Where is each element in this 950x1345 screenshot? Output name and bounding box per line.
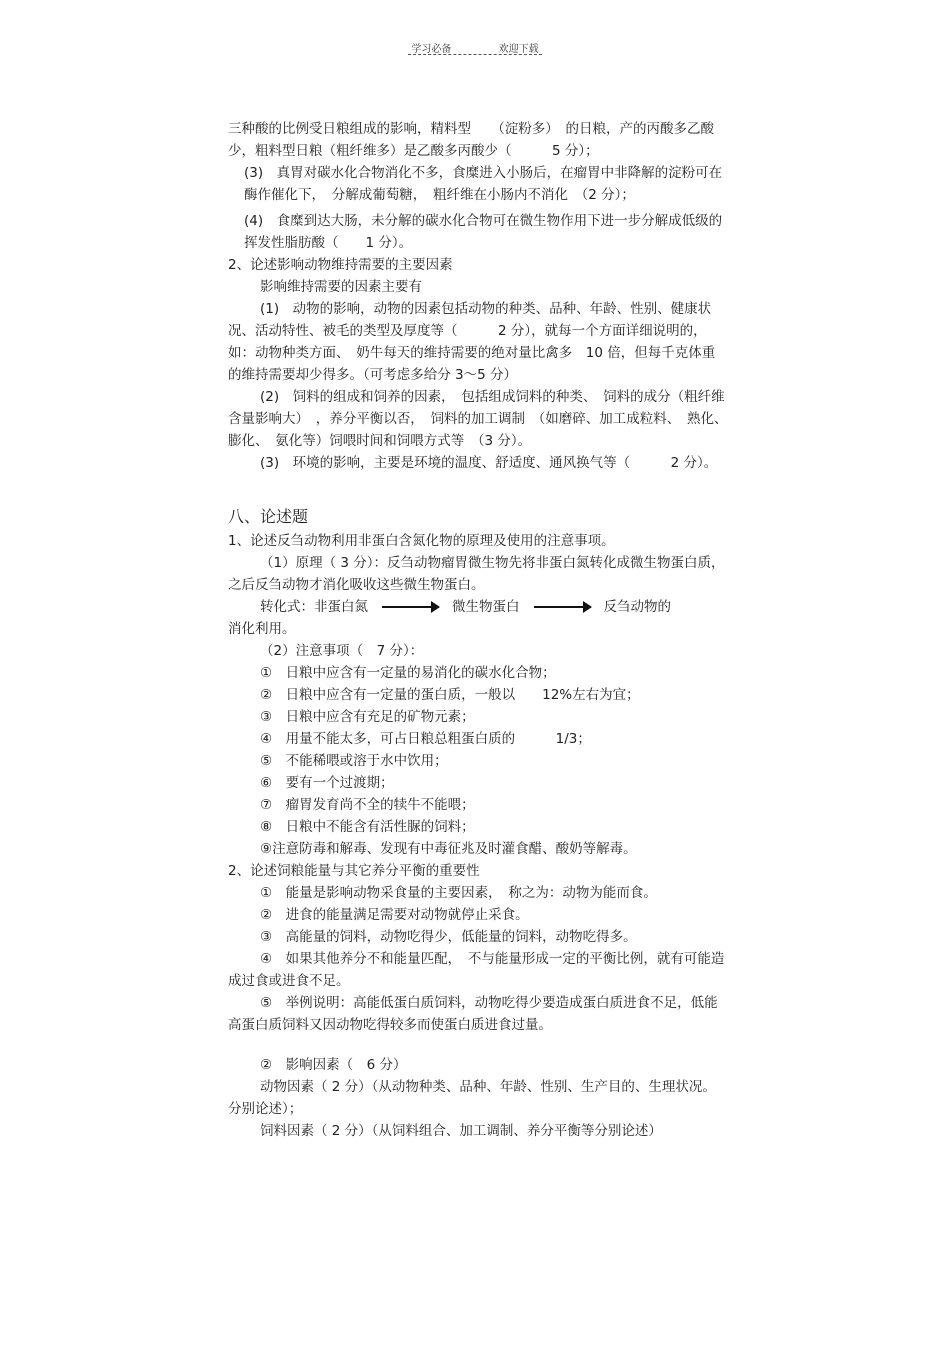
right-arrow-icon <box>534 606 590 608</box>
list-item: ⑤ 举例说明：高能低蛋白质饲料，动物吃得少要造成蛋白质进食不足，低能高蛋白质饲料又因动物吃得较多而使蛋白质进食过量。 <box>228 995 718 1033</box>
list-item: ④ 用量不能太多，可占日粮总粗蛋白质的 1/3； <box>260 731 591 747</box>
list-item: ② 日粮中应含有一定量的蛋白质，一般以 12%左右为宜； <box>260 687 640 703</box>
paragraph-environment-factor: (3) 环境的影响，主要是环境的温度、舒适度、通风换气等（ 2 分）。 <box>260 455 718 471</box>
document-body <box>228 118 728 1142</box>
list-item: ⑤ 不能稀喂或溶于水中饮用； <box>260 753 448 769</box>
factors-heading: ② 影响因素（ 6 分） <box>260 1057 407 1073</box>
list-item: ① 能量是影响动物采食量的主要因素， 称之为：动物为能而食。 <box>260 885 657 901</box>
question-2-heading: 2、论述饲粮能量与其它养分平衡的重要性 <box>228 863 480 879</box>
principle-paragraph: （1）原理（ 3 分）：反刍动物瘤胃微生物先将非蛋白氮转化成微生物蛋白质，之后反刍动物才消化吸收这些微生物蛋白。 <box>228 555 725 593</box>
notes-heading: （2）注意事项（ 7 分）： <box>260 643 424 659</box>
list-item: ② 进食的能量满足需要对动物就停止采食。 <box>260 907 529 923</box>
conversion-end: 反刍动物的 <box>603 599 671 615</box>
header-left: 学习必备 <box>411 44 452 55</box>
header-divider <box>408 54 542 55</box>
conversion-start: 转化式：非蛋白氮 <box>260 599 368 615</box>
header-right: 欢迎下载 <box>498 44 539 55</box>
list-item: ③ 高能量的饲料，动物吃得少，低能量的饲料，动物吃得多。 <box>260 929 637 945</box>
question-1-heading: 1、论述反刍动物利用非蛋白含氮化物的原理及使用的注意事项。 <box>228 533 615 549</box>
paragraph-point-3: (3) 真胃对碳水化合物消化不多，食糜进入小肠后，在瘤胃中非降解的淀粉可在酶作催化下， 分解成葡萄糖， 粗纤维在小肠内不消化 （2 分）； <box>244 165 723 203</box>
list-item: ⑥ 要有一个过渡期； <box>260 775 394 791</box>
section-title: 八、论述题 <box>228 507 309 526</box>
paragraph-acid-ratio: 三种酸的比例受日粮组成的影响，精料型 （淀粉多） 的日粮，产的丙酸多乙酸少，粗料型日粮（粗纤维多）是乙酸多丙酸少（ 5 分）； <box>228 121 714 159</box>
animal-factor-paragraph: 动物因素（ 2 分）（从动物种类、品种、年龄、性别、生产目的、生理状况。分别论述）； <box>228 1079 716 1117</box>
conversion-middle: 微生物蛋白 <box>452 599 520 615</box>
conversion-tail: 消化利用。 <box>228 621 296 637</box>
conversion-formula <box>228 596 728 618</box>
question-2-heading: 2、论述影响动物维持需要的主要因素 <box>228 257 453 273</box>
list-item: ③ 日粮中应含有充足的矿物元素； <box>260 709 475 725</box>
paragraph-animal-factor: (1) 动物的影响，动物的因素包括动物的种类、品种、年龄、性别、健康状况、活动特性、被毛的类型及厚度等（ 2 分），就每一个方面详细说明的， 如：动物种类方面、 奶牛每天的维持需要的绝对量比禽多 10 倍，但每千克体重的维持需要却少得多。（可考虑多给分 3～5 分） <box>228 301 716 383</box>
paragraph-point-4: (4) 食糜到达大肠，未分解的碳水化合物可在微生物作用下进一步分解成低级的挥发性脂肪酸（ 1 分）。 <box>244 213 723 251</box>
right-arrow-icon <box>382 606 438 608</box>
paragraph-factors-intro: 影响维持需要的因素主要有 <box>260 279 422 295</box>
feed-factor-paragraph: 饲料因素（ 2 分）（从饲料组合、加工调制、养分平衡等分别论述） <box>260 1123 662 1139</box>
list-item: ④ 如果其他养分不和能量匹配， 不与能量形成一定的平衡比例，就有可能造成过食或进食不足。 <box>228 951 725 989</box>
list-item: ⑧ 日粮中不能含有活性脲的饲料； <box>260 819 475 835</box>
list-item: ① 日粮中应含有一定量的易消化的碳水化合物； <box>260 665 556 681</box>
list-item: ⑦ 瘤胃发育尚不全的犊牛不能喂； <box>260 797 475 813</box>
list-item: ⑨注意防毒和解毒、发现有中毒征兆及时灌食醋、酸奶等解毒。 <box>260 841 637 857</box>
page-header <box>0 40 950 55</box>
paragraph-feed-factor: (2) 饲料的组成和饲养的因素， 包括组成饲料的种类、 饲料的成分（粗纤维含量影响大） ，养分平衡以否， 饲料的加工调制 （如磨碎、加工成粒料、 熟化、膨化、 氨化等）饲喂时间和饲喂方式等 （3 分）。 <box>228 389 728 449</box>
